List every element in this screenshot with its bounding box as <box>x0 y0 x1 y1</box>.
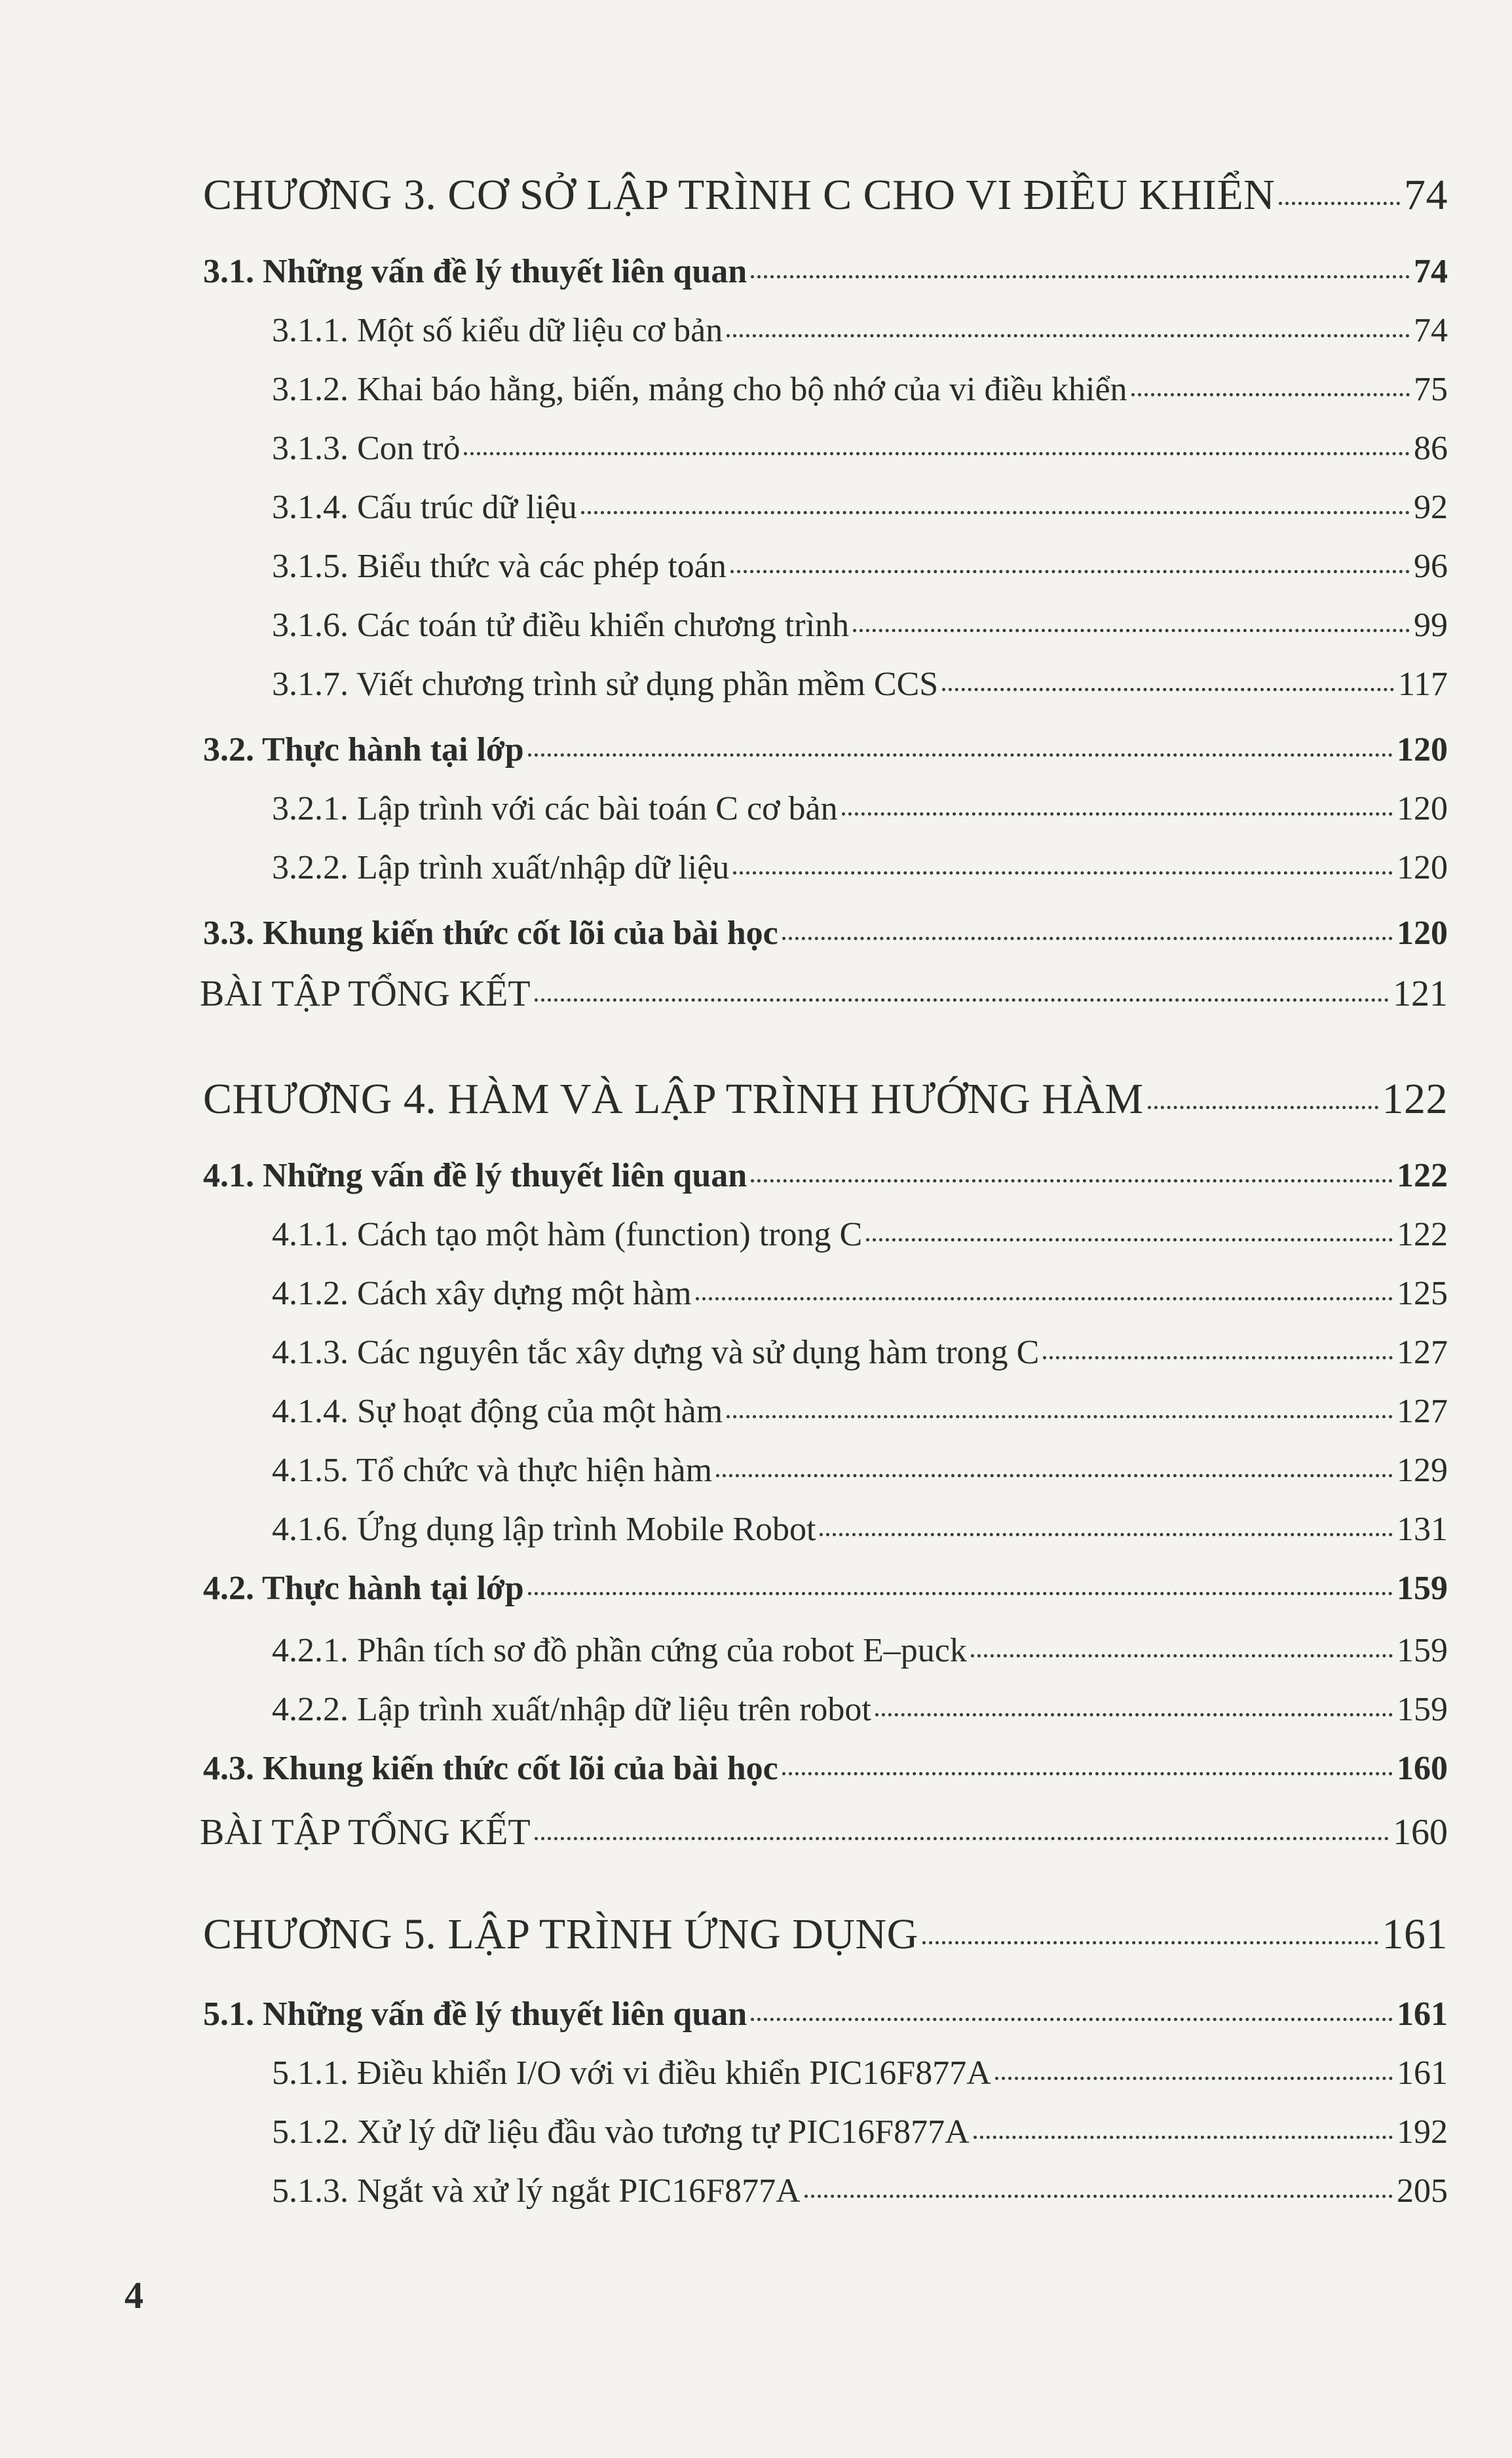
dot-leader <box>942 688 1394 691</box>
dot-leader <box>581 511 1410 514</box>
dot-leader <box>696 1297 1393 1300</box>
dot-leader <box>1148 1106 1378 1109</box>
toc-entry-title: 5.1.2. Xử lý dữ liệu đầu vào tương tự PIC16F877A <box>272 2113 970 2151</box>
toc-entry-title: 4.1.5. Tổ chức và thực hiện hàm <box>272 1452 713 1489</box>
toc-entry-page: 96 <box>1414 548 1448 585</box>
toc-entry-title: 4.1.2. Cách xây dựng một hàm <box>272 1275 692 1312</box>
toc-entry-sub <box>272 488 1448 527</box>
dot-leader <box>528 753 1393 757</box>
dot-leader <box>464 452 1410 455</box>
toc-entry-page: 159 <box>1397 1691 1448 1728</box>
dot-leader <box>842 812 1393 816</box>
toc-entry-section <box>203 914 1448 953</box>
toc-entry-page: 120 <box>1397 731 1448 768</box>
toc-entry-page: 127 <box>1397 1334 1448 1371</box>
toc-entry-page: 120 <box>1397 849 1448 886</box>
toc-entry-sub <box>272 1631 1448 1670</box>
toc-entry-title: 3.1.5. Biểu thức và các phép toán <box>272 548 727 585</box>
dot-leader <box>727 1415 1393 1418</box>
toc-entry-sub <box>272 789 1448 828</box>
toc-entry-title: 5.1.3. Ngắt và xử lý ngắt PIC16F877A <box>272 2172 801 2210</box>
toc-entry-sub <box>272 2172 1448 2210</box>
toc-entry-title: BÀI TẬP TỔNG KẾT <box>200 1812 531 1853</box>
toc-entry-page: 75 <box>1414 371 1448 408</box>
toc-entry-sub <box>272 665 1448 704</box>
toc-entry-page: 74 <box>1414 253 1448 290</box>
toc-entry-section <box>203 1569 1448 1608</box>
toc-entry-title: 3.2.1. Lập trình với các bài toán C cơ bản <box>272 790 838 827</box>
toc-entry-title: BÀI TẬP TỔNG KẾT <box>200 974 531 1014</box>
toc-entry-title: 4.2. Thực hành tại lớp <box>203 1570 524 1607</box>
toc-entry-title: 5.1.1. Điều khiển I/O với vi điều khiển PIC16F877A <box>272 2054 991 2092</box>
toc-entry-sub <box>272 1392 1448 1431</box>
toc-entry-page: 122 <box>1382 1075 1448 1123</box>
toc-entry-page: 160 <box>1397 1750 1448 1787</box>
dot-leader <box>782 937 1393 940</box>
toc-entry-sub <box>272 1333 1448 1372</box>
toc-entry-title: 3.2. Thực hành tại lớp <box>203 731 524 768</box>
toc-entry-page: 86 <box>1414 430 1448 467</box>
dot-leader <box>782 1772 1393 1775</box>
toc-entry-page: 120 <box>1397 915 1448 952</box>
toc-entry-page: 131 <box>1397 1511 1448 1548</box>
dot-leader <box>922 1941 1378 1944</box>
dot-leader <box>1279 202 1400 205</box>
toc-entry-page: 205 <box>1397 2172 1448 2210</box>
toc-entry-sub <box>272 2113 1448 2151</box>
toc-entry-section <box>203 1749 1448 1788</box>
dot-leader <box>727 334 1410 337</box>
toc-entry-title: 4.2.1. Phân tích sơ đồ phần cứng của robot E–puck <box>272 1632 967 1669</box>
toc-entry-title: CHƯƠNG 3. CƠ SỞ LẬP TRÌNH C CHO VI ĐIỀU KHIỂN <box>203 171 1276 219</box>
toc-entry-page: 125 <box>1397 1275 1448 1312</box>
toc-entry-title: 4.1.4. Sự hoạt động của một hàm <box>272 1393 723 1430</box>
toc-entry-title: 3.1.4. Cấu trúc dữ liệu <box>272 489 577 526</box>
toc-entry-page: 160 <box>1393 1812 1448 1853</box>
dot-leader <box>804 2195 1393 2198</box>
toc-entry-sub <box>272 1274 1448 1313</box>
toc-entry-sub <box>272 1451 1448 1490</box>
toc-entry-sub <box>272 311 1448 350</box>
toc-entry-page: 192 <box>1397 2113 1448 2151</box>
dot-leader <box>973 2136 1393 2139</box>
dot-leader <box>733 871 1393 875</box>
dot-leader <box>751 1179 1393 1182</box>
toc-entry-sub <box>272 429 1448 468</box>
toc-entry-section <box>203 1156 1448 1195</box>
toc-entry-sub <box>272 606 1448 645</box>
toc-entry-title: 3.1.6. Các toán tử điều khiển chương trình <box>272 607 850 644</box>
toc-entry-title: 4.2.2. Lập trình xuất/nhập dữ liệu trên robot <box>272 1691 871 1728</box>
toc-entry-chapter <box>203 1910 1448 1959</box>
dot-leader <box>1043 1356 1393 1359</box>
dot-leader <box>971 1654 1393 1657</box>
toc-entry-title: 4.1.6. Ứng dụng lập trình Mobile Robot <box>272 1511 816 1548</box>
toc-entry-title: 3.1.7. Viết chương trình sử dụng phần mềm CCS <box>272 666 939 703</box>
toc-entry-title: 4.1. Những vấn đề lý thuyết liên quan <box>203 1157 747 1194</box>
dot-leader <box>535 998 1389 1002</box>
toc-entry-section <box>203 1995 1448 2033</box>
toc-entry-sub <box>272 848 1448 887</box>
toc-entry-page: 129 <box>1397 1452 1448 1489</box>
toc-entry-summary <box>200 1811 1448 1853</box>
toc-entry-summary <box>200 973 1448 1015</box>
toc-entry-title: 3.2.2. Lập trình xuất/nhập dữ liệu <box>272 849 730 886</box>
toc-entry-title: 5.1. Những vấn đề lý thuyết liên quan <box>203 1995 747 2033</box>
toc-entry-page: 74 <box>1414 312 1448 349</box>
toc-entry-page: 121 <box>1393 974 1448 1014</box>
toc-entry-sub <box>272 547 1448 586</box>
toc-entry-sub <box>272 1690 1448 1729</box>
dot-leader <box>535 1837 1389 1840</box>
toc-entry-sub <box>272 1215 1448 1254</box>
toc-entry-section <box>203 252 1448 291</box>
dot-leader <box>866 1238 1393 1241</box>
toc-entry-sub <box>272 1510 1448 1549</box>
toc-entry-sub <box>272 370 1448 409</box>
toc-entry-title: 3.3. Khung kiến thức cốt lõi của bài học <box>203 915 778 952</box>
toc-entry-page: 122 <box>1397 1216 1448 1253</box>
toc-entry-title: 3.1.2. Khai báo hằng, biến, mảng cho bộ nhớ của vi điều khiển <box>272 371 1127 408</box>
page-number: 4 <box>124 2274 143 2316</box>
toc-entry-page: 127 <box>1397 1393 1448 1430</box>
toc-entry-page: 117 <box>1397 666 1448 703</box>
toc-entry-page: 99 <box>1414 607 1448 644</box>
toc-entry-section <box>203 730 1448 769</box>
toc-entry-title: 3.1.3. Con trỏ <box>272 430 461 467</box>
toc-entry-page: 161 <box>1397 1995 1448 2033</box>
toc-entry-page: 159 <box>1397 1570 1448 1607</box>
toc-entry-page: 161 <box>1397 2054 1448 2092</box>
toc-entry-page: 120 <box>1397 790 1448 827</box>
toc-entry-title: 3.1. Những vấn đề lý thuyết liên quan <box>203 253 747 290</box>
dot-leader <box>853 629 1410 632</box>
toc-entry-page: 159 <box>1397 1632 1448 1669</box>
toc-entry-title: 4.3. Khung kiến thức cốt lõi của bài học <box>203 1750 778 1787</box>
dot-leader <box>751 275 1410 278</box>
toc-entry-sub <box>272 2054 1448 2092</box>
toc-entry-title: 4.1.3. Các nguyên tắc xây dựng và sử dụng hàm trong C <box>272 1334 1040 1371</box>
toc-entry-page: 161 <box>1382 1910 1448 1958</box>
toc-entry-page: 92 <box>1414 489 1448 526</box>
toc-entry-page: 74 <box>1404 171 1448 219</box>
toc-entry-title: 4.1.1. Cách tạo một hàm (function) trong C <box>272 1216 863 1253</box>
dot-leader <box>875 1713 1393 1716</box>
toc-entry-title: CHƯƠNG 5. LẬP TRÌNH ỨNG DỤNG <box>203 1910 918 1958</box>
dot-leader <box>820 1533 1393 1536</box>
dot-leader <box>528 1592 1393 1595</box>
toc-entry-title: CHƯƠNG 4. HÀM VÀ LẬP TRÌNH HƯỚNG HÀM <box>203 1075 1144 1123</box>
dot-leader <box>716 1474 1393 1477</box>
toc-entry-title: 3.1.1. Một số kiểu dữ liệu cơ bản <box>272 312 723 349</box>
dot-leader <box>1131 393 1410 396</box>
dot-leader <box>995 2077 1393 2080</box>
toc-entry-chapter <box>203 1074 1448 1124</box>
dot-leader <box>751 2018 1393 2021</box>
toc-entry-page: 122 <box>1397 1157 1448 1194</box>
toc-entry-chapter <box>203 170 1448 220</box>
dot-leader <box>730 570 1410 573</box>
